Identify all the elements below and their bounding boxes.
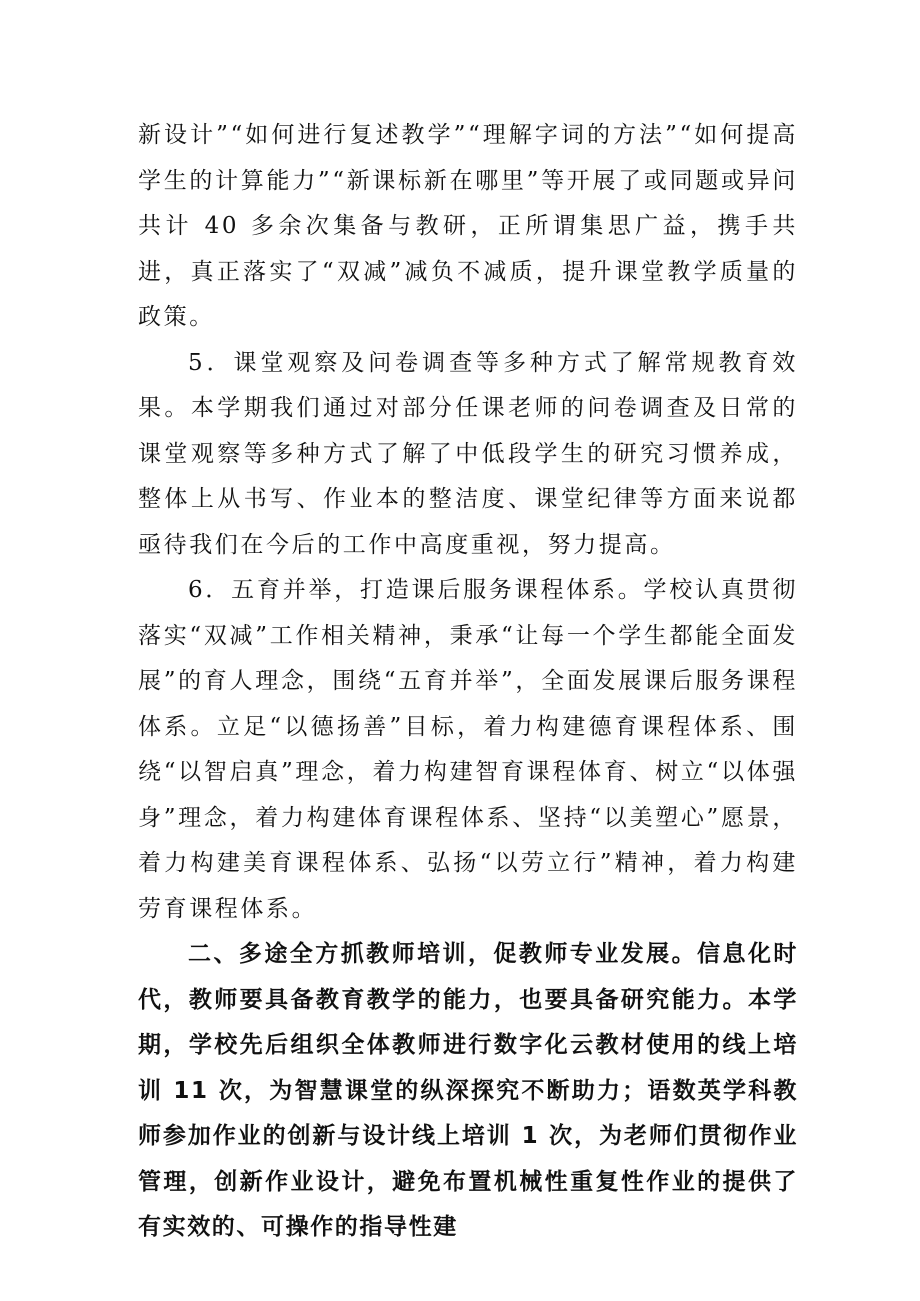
paragraph-continuation: 新设计”“如何进行复述教学”“理解字词的方法”“如何提高学生的计算能力”“新课标新在哪里”等开展了或同题或异问共计 40 多余次集备与教研，正所谓集思广益，携手共进，真正落实了“双减”减负不减质，提升课堂教学质量的政策。	[138, 122, 798, 330]
paragraph-item-5: 5．课堂观察及问卷调查等多种方式了解常规教育效果。本学期我们通过对部分任课老师的问卷调查及日常的课堂观察等多种方式了解了中低段学生的研究习惯养成，整体上从书写、作业本的整洁度、课堂纪律等方面来说都亟待我们在今后的工作中高度重视，努力提高。	[138, 349, 798, 558]
paragraph-item-6: 6．五育并举，打造课后服务课程体系。学校认真贯彻落实“双减”工作相关精神，秉承“让每一个学生都能全面发展”的育人理念，围绕“五育并举”，全面发展课后服务课程体系。立足“以德扬善”目标，着力构建德育课程体系、围绕“以智启真”理念，着力构建智育课程体育、树立“以体强身”理念，着力构建体育课程体系、坚持“以美塑心”愿景，着力构建美育课程体系、弘扬“以劳立行”精神，着力构建劳育课程体系。	[138, 577, 798, 922]
body-text	[138, 113, 798, 1251]
paragraph-section-2: 二、多途全方抓教师培训，促教师专业发展。信息化时代，教师要具备教育教学的能力，也要具备研究能力。本学期，学校先后组织全体教师进行数字化云教材使用的线上培训 11 次，为智慧课堂的纵深探究不断助力；语数英学科教师参加作业的创新与设计线上培训 1 次，为老师们贯彻作业管理，创新作业设计，避免布置机械性重复性作业的提供了有实效的、可操作的指导性建	[138, 941, 798, 1240]
